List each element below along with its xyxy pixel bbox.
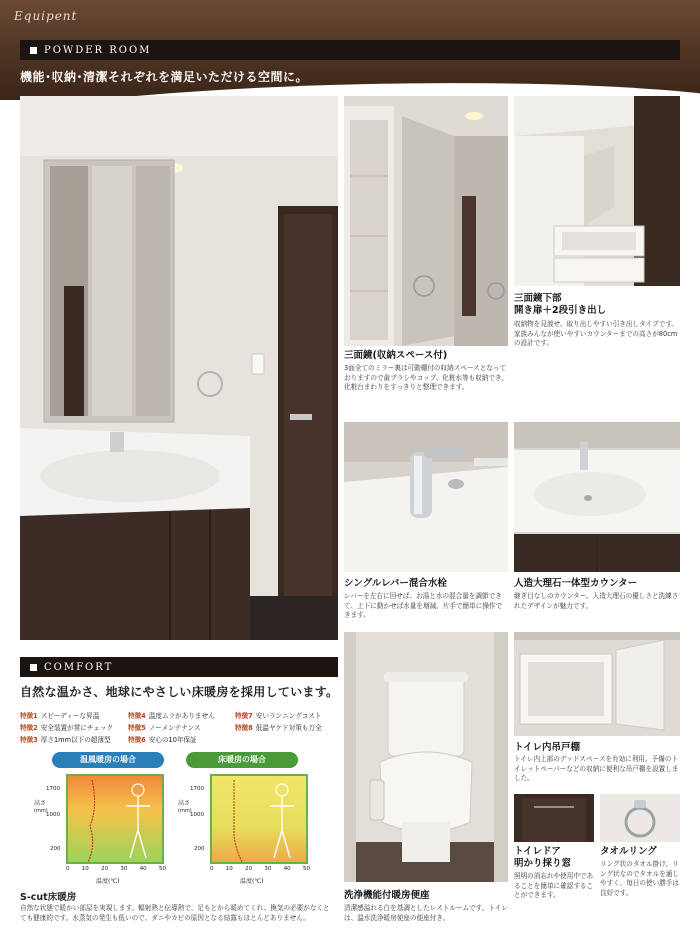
drawer-photo (514, 96, 680, 286)
drawer-title-line1: 三面鏡下部 (514, 293, 562, 304)
x-ticks-left: 0 10 20 30 40 50 (66, 866, 166, 872)
door-desc: 照明の消忘れや使用中であることを簡単に確認することができます。 (514, 872, 594, 900)
towel-photo (600, 794, 680, 842)
section-label: Equipent (14, 9, 78, 23)
cabinet-photo (514, 632, 680, 736)
counter-illustration (514, 422, 680, 572)
cabinet-illustration (514, 632, 680, 736)
chart-right-panel (210, 774, 308, 864)
y-tick-right: 1700 (190, 786, 204, 792)
drawer-illustration (514, 96, 680, 286)
toilet-desc: 清潔感溢れる白を基調としたレストルームです。トイレは、温水洗浄暖房便座の便座付き。 (344, 904, 508, 922)
x-label-left: 温度(℃) (96, 878, 120, 885)
scut-title: S-cut床暖房 (20, 892, 77, 903)
faucet-title: シングルレバー混合水栓 (344, 578, 447, 589)
mirror-photo (344, 96, 508, 346)
cabinet-title: トイレ内吊戸棚 (514, 742, 581, 753)
toilet-illustration (344, 632, 508, 882)
counter-photo (514, 422, 680, 572)
counter-title: 人造大理石一体型カウンター (514, 578, 638, 589)
chart-right-graphic (212, 776, 306, 862)
y-label-left: 高さ (34, 800, 47, 807)
feature-item: 特徴5 ノーメンテナンス (128, 724, 201, 732)
towel-title: タオルリング (600, 846, 657, 857)
feature-item: 特徴8 低温ヤケド対策も万全 (235, 724, 322, 732)
faucet-desc: レバーを左右に回せば、お湯と水の混合量を調節できて、上下に動かせば水量を増減。片手で簡単に操作できます。 (344, 592, 503, 620)
y-tick-right: 1000 (190, 812, 204, 818)
drawer-title-line2: 開き扉＋2段引き出し (514, 304, 607, 316)
page-lead: 機能･収納･清潔それぞれを満足いただける空間に。 (20, 70, 309, 84)
square-icon (30, 47, 37, 54)
feature-item: 特徴7 安いランニングコスト (235, 712, 322, 720)
drawer-desc: 収納物を見渡せ、取り出しやすい引き出しタイプです。家族みんなが使いやすいカウンターまでの高さが80cmの設計です。 (514, 320, 678, 348)
powder-room-illustration (20, 96, 338, 640)
mirror-illustration (344, 96, 508, 346)
door-illustration (514, 794, 594, 842)
toilet-title: 洗浄機能付暖房便座 (344, 890, 430, 901)
scut-desc: 自然な状態で暖かい部屋を実現します。輻射熱と伝導熱で、足もとから暖めてくれ、換気の必要がなくとても健康的です。水蒸気の発生も低いので、ダニやカビの原因となる結露もほとんどありません。 (20, 904, 330, 922)
x-ticks-right: 0 10 20 30 40 50 (210, 866, 310, 872)
x-label-right: 温度(℃) (240, 878, 264, 885)
drawer-title (514, 293, 606, 317)
chart-left-title: 温風暖房の場合 (52, 752, 164, 768)
y-label-right: 高さ (178, 800, 191, 807)
chart-right-title: 床暖房の場合 (186, 752, 298, 768)
mirror-desc: 3面全てのミラー裏は可動棚付の収納スペースとなっておりますので歯ブラシやコップ、化粧水等も収納でき、化粧台まわりをすっきりと整理できます。 (344, 364, 508, 392)
feature-item: 特徴1 スピーディーな昇温 (20, 712, 100, 720)
comfort-title-bar (20, 657, 338, 677)
door-title (514, 846, 571, 870)
y-tick-left: 1000 (46, 812, 60, 818)
y-tick-left: 200 (50, 846, 61, 852)
section-title: POWDER ROOM (44, 44, 152, 56)
y-tick-right: 200 (194, 846, 205, 852)
door-title-line2: 明かり採り窓 (514, 857, 572, 869)
y-unit-right: (mm) (178, 808, 192, 814)
toilet-photo (344, 632, 508, 882)
door-title-line1: トイレドア (514, 846, 561, 857)
towel-illustration (600, 794, 680, 842)
section-title-bar (20, 40, 680, 60)
chart-left-graphic (68, 776, 162, 862)
chart-left-panel (66, 774, 164, 864)
square-icon (30, 664, 37, 671)
mirror-title: 三面鏡(収納スペース付) (344, 350, 448, 361)
feature-item: 特徴2 安全装置が常にチェック (20, 724, 114, 732)
towel-desc: リング状のタオル掛け。リング状なのでタオルを通しやすく、毎日の使い勝手は良好です。 (600, 860, 679, 897)
main-photo (20, 96, 338, 640)
faucet-illustration (344, 422, 508, 572)
cabinet-desc: トイレ内上部のデッドスペースを有効に利用。予備のトイレットペーパーなどの収納に便利な吊戸棚を設置しました。 (514, 755, 679, 783)
door-photo (514, 794, 594, 842)
faucet-photo (344, 422, 508, 572)
counter-desc: 継ぎ目なしのカウンター。人造大理石の優しさと洗練されたデザインが魅力です。 (514, 592, 679, 610)
feature-item: 特徴6 安心の10年保証 (128, 736, 197, 744)
feature-item: 特徴4 温度ムラがありません (128, 712, 215, 720)
comfort-title: COMFORT (44, 661, 114, 673)
comfort-lead: 自然な温かさ、地球にやさしい床暖房を採用しています。 (20, 685, 339, 699)
y-unit-left: (mm) (34, 808, 48, 814)
y-tick-left: 1700 (46, 786, 60, 792)
feature-item: 特徴3 厚さ1mm以下の超薄型 (20, 736, 111, 744)
